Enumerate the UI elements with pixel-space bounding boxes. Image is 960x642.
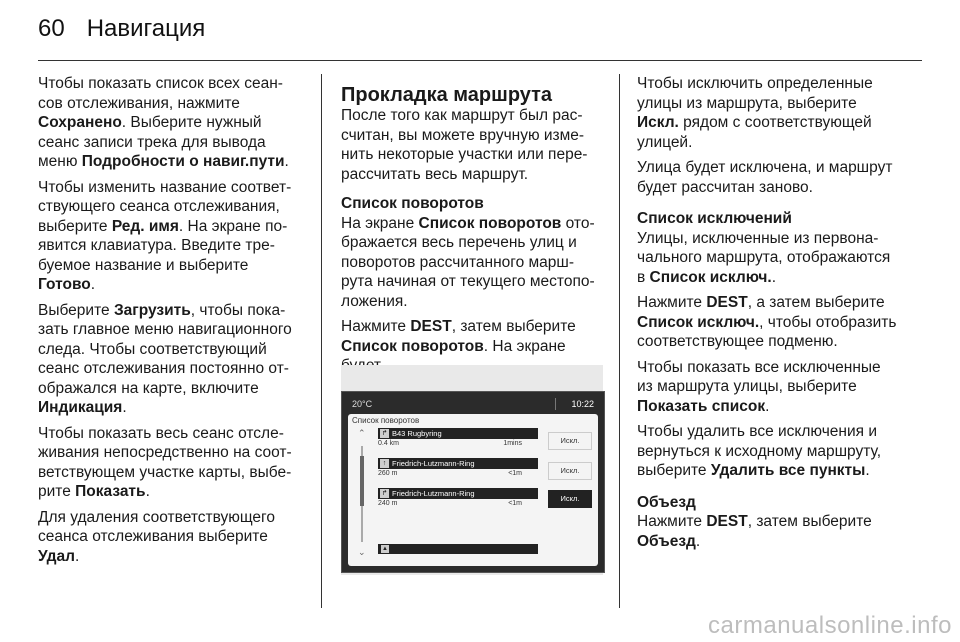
paragraph: Улица будет исключена, и маршрут будет рассчитан заново. [637,159,893,196]
duration: 1mins [503,440,522,447]
page-header [38,14,205,44]
turn-right-icon: ↱ [381,490,388,497]
page-number: 60 [38,15,65,42]
list-item[interactable] [378,428,538,454]
list-item[interactable] [378,488,538,514]
paragraph: После того как маршрут был рас- считан, вы можете вручную изме- нить некоторые участки или пере- рассчитать весь маршрут. [341,107,588,183]
column-1 [38,74,310,572]
paragraph: Чтобы показать весь сеанс отсле- живания непосредственно на соот- ветствующем участке карты, выбе- рите Показать. [38,424,292,500]
exclude-button[interactable]: Искл. [548,462,592,480]
distance: 260 m [378,470,398,477]
watermark: carmanualsonline.info [708,612,952,639]
page-title: Навигация [86,15,206,42]
scroll-thumb[interactable] [360,456,364,506]
column-2 [341,84,605,401]
infotainment-screenshot [341,365,603,575]
paragraph: Чтобы показать все исключенные из маршрута улицы, выберите Показать список. [637,358,881,415]
temperature-readout: 20°C [352,399,373,409]
street-name: B43 Rugbyring [392,429,442,438]
exclude-button[interactable]: Искл. [548,432,592,450]
destination-bar[interactable] [378,544,538,554]
column-3 [637,74,909,557]
scroll-up-icon[interactable]: ⌃ [358,428,366,438]
turn-list-panel [348,414,598,566]
clock-readout: 10:22 [571,399,594,409]
scroll-down-icon[interactable]: ⌄ [358,547,366,557]
column-divider-2 [619,74,620,608]
paragraph: Чтобы показать список всех сеан- сов отслеживания, нажмите Сохранено. Выберите нужный сеанс записи трека для вывода меню Подробности о навиг.пути. [38,75,289,170]
distance: 0.4 km [378,440,400,447]
paragraph: Чтобы удалить все исключения и вернуться к исходному маршруту, выберите Удалить все пункты. [637,423,882,479]
subsection-heading: Список исключений [637,210,792,227]
duration: <1m [508,470,522,477]
street-name: Friedrich-Lutzmann-Ring [392,489,475,498]
subsection-heading: Объезд [637,493,696,511]
paragraph: Улицы, исключенные из первона- чального маршрута, отображаются в Список исключ.. [637,229,891,286]
paragraph: Нажмите DEST, затем выберите Объезд. [637,513,872,550]
destination-flag-icon: ▲ [382,546,388,552]
display-screen [341,391,605,573]
paragraph: Чтобы исключить определенные улицы из маршрута, выберите Искл. рядом с соответствующей улицей. [637,75,873,151]
paragraph: Для удаления соответствующего сеанса отслеживания выберите Удал. [38,508,275,565]
scrollbar[interactable] [356,428,368,558]
header-divider [38,60,922,61]
turn-right-icon: ↱ [381,430,388,437]
status-separator [555,398,556,410]
paragraph: На экране Список поворотов ото- бражается весь перечень улиц и поворотов рассчитанного марш- рута начиная от текущего местопо- ложения. [341,214,595,310]
list-title: Список поворотов [352,416,420,425]
paragraph: Нажмите DEST, затем выберите Список поворотов. На экране [341,318,576,355]
straight-icon: ↑ [380,459,389,468]
list-item[interactable] [378,458,538,484]
column-divider-1 [321,74,322,608]
street-name: Friedrich-Lutzmann-Ring [392,459,475,468]
section-heading: Прокладка маршрута [341,84,553,106]
paragraph: Чтобы изменить название соответ- ствующего сеанса отслеживания, выберите Ред. имя. На экране по- явится клавиатура. Введите тре- буемое название и выберите Готово. [38,178,292,293]
status-bar [346,396,600,412]
paragraph: Нажмите DEST, а затем выберите Список исключ., чтобы отобразить соответствующее подменю. [637,294,897,350]
distance: 240 m [378,500,398,507]
exclude-button-selected[interactable]: Искл. [548,490,592,508]
paragraph: Выберите Загрузить, чтобы пока- зать главное меню навигационного следа. Чтобы соответствующий сеанс отслеживания постоянно от- ображался на карте, включите Индикация. [38,301,292,416]
subsection-heading: Список поворотов [341,195,484,212]
duration: <1m [508,500,522,507]
